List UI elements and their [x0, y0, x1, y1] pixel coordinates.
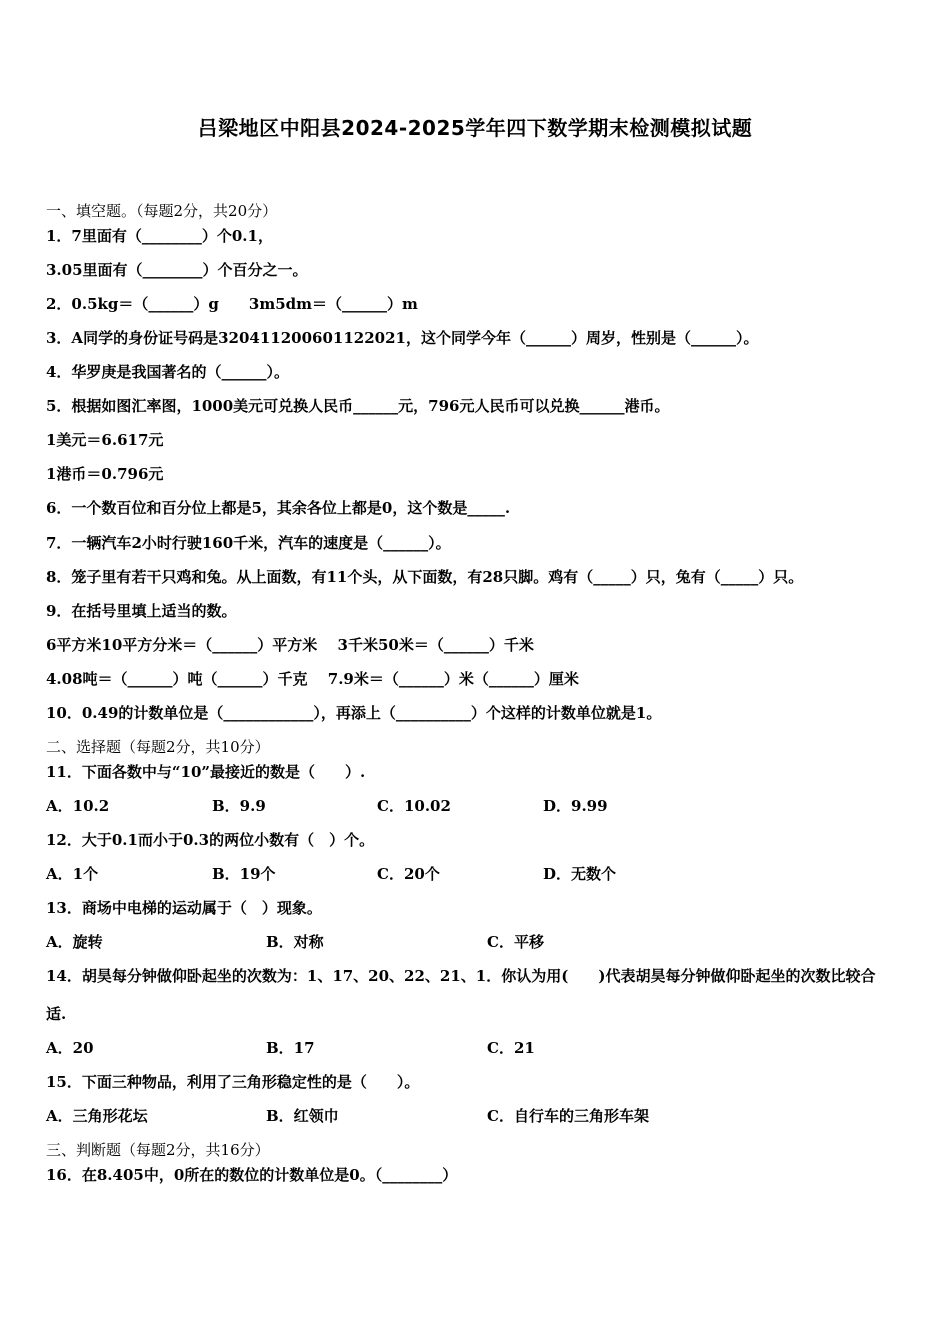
section-heading-fill-in: 一、填空题。（每题2分，共20分）	[46, 202, 278, 220]
q12-option-a: A．1个	[46, 865, 99, 883]
question-16: 16．在8.405中，0所在的数位的计数单位是0。（________）	[46, 1166, 458, 1184]
question-14b: 适.	[46, 1005, 67, 1023]
question-9a: 6平方米10平方分米＝（______）平方米 3千米50米＝（______）千米	[46, 636, 534, 654]
question-5-rate-hkd: 1港币＝0.796元	[46, 465, 164, 483]
question-9: 9．在括号里填上适当的数。	[46, 602, 237, 620]
question-5-rate-usd: 1美元＝6.617元	[46, 431, 164, 449]
question-10: 10．0.49的计数单位是（____________），再添上（__________）个这样的计数单位就是1。	[46, 704, 662, 722]
q12-option-d: D．无数个	[543, 865, 617, 883]
q15-option-b: B．红领巾	[266, 1107, 339, 1125]
q13-option-c: C．平移	[487, 933, 544, 951]
question-15: 15．下面三种物品，利用了三角形稳定性的是（ ）。	[46, 1073, 420, 1091]
question-2: 2．0.5kg＝（______）g 3m5dm＝（______）m	[46, 295, 418, 313]
page-title: 吕梁地区中阳县2024-2025学年四下数学期末检测模拟试题	[197, 116, 753, 140]
question-12: 12．大于0.1而小于0.3的两位小数有（ ）个。	[46, 831, 375, 849]
q11-option-b: B．9.9	[212, 797, 266, 815]
question-3: 3．A同学的身份证号码是320411200601122021，这个同学今年（______）周岁，性别是（______）。	[46, 329, 759, 347]
question-1b: 3.05里面有（________）个百分之一。	[46, 261, 308, 279]
question-14a: 14．胡昊每分钟做仰卧起坐的次数为：1、17、20、22、21、1．你认为用( )代表胡昊每分钟做仰卧起坐的次数比较合	[46, 967, 876, 985]
section-heading-choice: 二、选择题（每题2分，共10分）	[46, 738, 270, 756]
question-4: 4．华罗庚是我国著名的（______）。	[46, 363, 289, 381]
question-8: 8．笼子里有若干只鸡和兔。从上面数，有11个头，从下面数，有28只脚。鸡有（_____）只，兔有（_____）只。	[46, 568, 804, 586]
question-5: 5．根据如图汇率图，1000美元可兑换人民币______元，796元人民币可以兑换______港币。	[46, 397, 670, 415]
question-7: 7．一辆汽车2小时行驶160千米，汽车的速度是（______）。	[46, 534, 451, 552]
q12-option-c: C．20个	[377, 865, 440, 883]
question-1a: 1．7里面有（________）个0.1，	[46, 227, 273, 245]
q15-option-c: C．自行车的三角形车架	[487, 1107, 649, 1125]
q14-option-a: A．20	[46, 1039, 94, 1057]
q13-option-b: B．对称	[266, 933, 324, 951]
question-9b: 4.08吨＝（______）吨（______）千克 7.9米＝（______）米（______）厘米	[46, 670, 579, 688]
q15-option-a: A．三角形花坛	[46, 1107, 148, 1125]
q14-option-b: B．17	[266, 1039, 315, 1057]
q11-option-c: C．10.02	[377, 797, 451, 815]
question-11: 11．下面各数中与“10”最接近的数是（ ）.	[46, 763, 366, 781]
section-heading-judgement: 三、判断题（每题2分，共16分）	[46, 1141, 270, 1159]
q14-option-c: C．21	[487, 1039, 535, 1057]
q11-option-a: A．10.2	[46, 797, 110, 815]
q11-option-d: D．9.99	[543, 797, 608, 815]
question-6: 6．一个数百位和百分位上都是5，其余各位上都是0，这个数是_____.	[46, 499, 511, 517]
question-13: 13．商场中电梯的运动属于（ ）现象。	[46, 899, 322, 917]
q12-option-b: B．19个	[212, 865, 276, 883]
q13-option-a: A．旋转	[46, 933, 103, 951]
